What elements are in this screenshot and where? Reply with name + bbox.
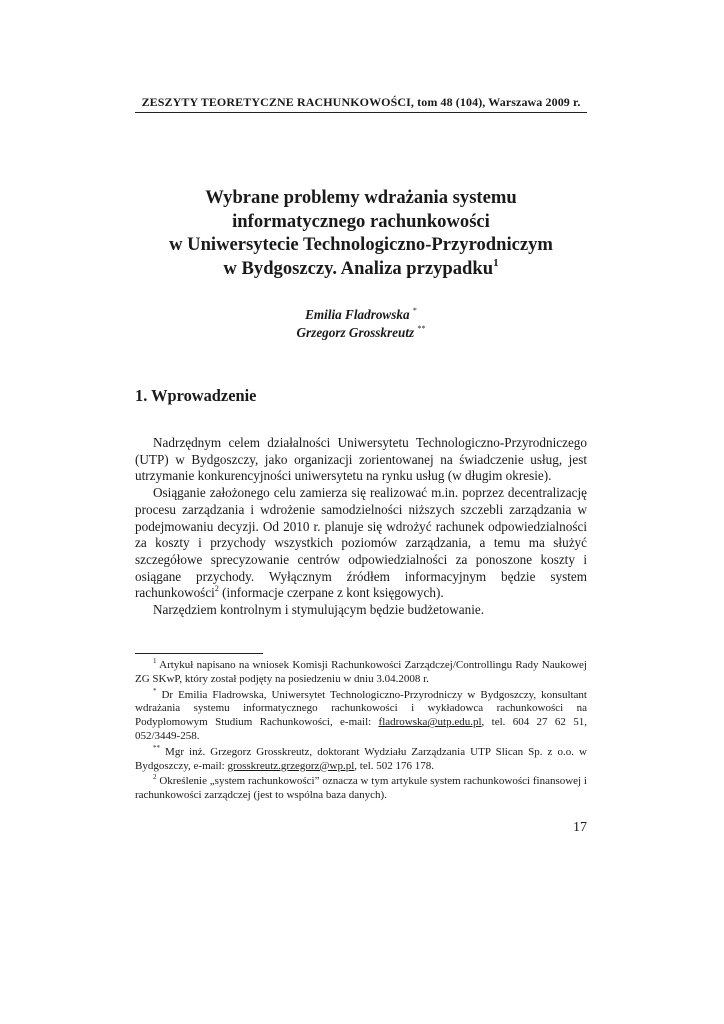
author-name: Grzegorz Grosskreutz [296, 325, 415, 340]
footnote-mark: 2 [153, 773, 157, 782]
footnote-text: Określenie „system rachunkowości” oznacza w tym artykule system rachunkowości finansowej i rachunkowości zarządczej (jest to wspólna baza danych). [135, 775, 587, 802]
author-mark: ** [417, 324, 426, 333]
paragraph-2 [135, 485, 587, 602]
author-mark: * [412, 306, 417, 315]
paragraph-2-text: Osiąganie założonego celu zamierza się realizować m.in. poprzez decentralizację procesu zarządzania i wdrożenie samodzielności niższych szczebli zarządzania w podejmowaniu decyzji. Od 2010 r. planuje się wdrożyć rachunek odpowiedzialności za koszty i przychody wszystkich poziomów zarządzania, a temu ma służyć szczegółowe sprecyzowanie centrów odpowiedzialności za ponoszone koszty i osiągane przychody. Wyłącznym źródłem informacyjnym będzie system rachunkowości [135, 485, 587, 601]
title-footnote-mark: 1 [493, 256, 499, 269]
footnote-1 [135, 659, 587, 687]
paragraph-2-footnote-mark: 2 [214, 584, 219, 594]
footnote-4 [135, 775, 587, 803]
author-1 [135, 306, 587, 324]
paragraph-1: Nadrzędnym celem działalności Uniwersytetu Technologiczno-Przyrodniczego (UTP) w Bydgoszczy, jako organizacji zorientowanej na świadczenie usług, jest utrzymanie konkurencyjności uniwersytetu na rynku usług (w długim okresie). [135, 435, 587, 484]
footnote-2 [135, 686, 587, 744]
author-name: Emilia Fladrowska [305, 307, 410, 322]
footnotes [135, 659, 587, 805]
footnote-3 [135, 743, 587, 774]
footnote-mark: * [153, 686, 157, 695]
title-line-3: w Uniwersytecie Technologiczno-Przyrodniczym [169, 234, 553, 255]
title-line-4-text: w Bydgoszczy. Analiza przypadku [223, 257, 494, 279]
footnote-text-tail: , tel. 604 27 62 51, 052/3449-258. [135, 716, 587, 742]
title-line-2: informatycznego rachunkowości [232, 210, 490, 232]
journal-header: ZESZYTY TEORETYCZNE RACHUNKOWOŚCI, tom 48 (104), Warszawa 2009 r. [141, 95, 581, 109]
email-link[interactable]: fladrowska@utp.edu.pl [378, 716, 482, 729]
header-rule [135, 112, 587, 113]
footnote-mark: ** [153, 743, 160, 752]
page-number: 17 [573, 820, 587, 835]
footnote-text: Mgr inż. Grzegorz Grosskreutz, doktorant Wydziału Zarządzania UTP Slican Sp. z o.o. w Bydgoszczy, e-mail: [135, 745, 587, 772]
author-2 [135, 324, 587, 342]
title-line-1: Wybrane problemy wdrażania systemu [205, 187, 517, 208]
section-heading: 1. Wprowadzenie [135, 386, 257, 405]
footnote-text: Artykuł napisano na wniosek Komisji Rachunkowości Zarządczej/Controllingu Rady Naukowej ZG SKwP, który został podjęty na posiedzeniu w dniu 3.04.2008 r. [135, 659, 587, 685]
paragraph-3: Narzędziem kontrolnym i stymulującym będzie budżetowanie. [153, 602, 485, 618]
article-title [135, 186, 587, 280]
paragraph-2-tail: (informacje czerpane z kont księgowych). [218, 585, 444, 601]
footnote-rule [135, 653, 263, 654]
body-text [135, 435, 587, 619]
footnote-text-tail: , tel. 502 176 178. [354, 759, 435, 772]
title-line-4 [135, 257, 587, 281]
email-link[interactable]: grosskreutz.grzegorz@wp.pl [227, 759, 355, 772]
footnote-mark: 1 [153, 657, 157, 665]
authors [135, 306, 587, 342]
footnote-text: Dr Emilia Fladrowska, Uniwersytet Technologiczno-Przyrodniczy w Bydgoszczy, konsultant wdrażania systemu informatycznego rachunkowości i wykładowca rachunkowości na Podyplomowym Studium Rachunkowości, e-mail: [135, 688, 587, 729]
